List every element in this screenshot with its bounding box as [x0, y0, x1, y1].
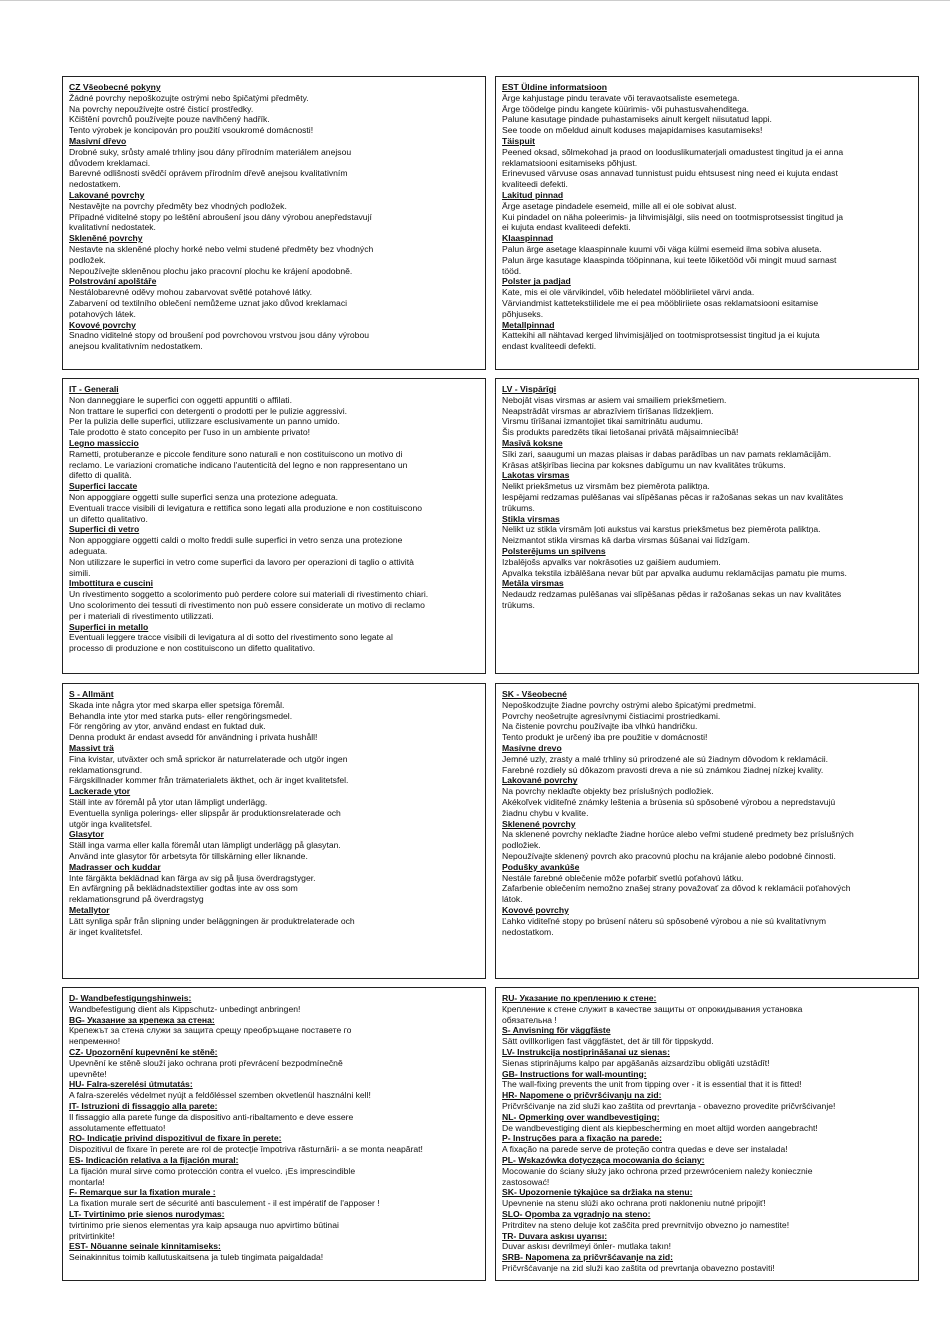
instruction-line: Nestále farebné oblečenie môže pofarbiť svetlú poťahovú látku.	[502, 872, 744, 883]
instruction-line: A falra-szerelés védelmet nyújt a feldőléssel szemben okvetlenül használni kell!	[69, 1090, 371, 1101]
instruction-line: reclamo. Le variazioni cromatiche indicano l'autenticità del legno e non rappresentano un	[69, 459, 408, 470]
instruction-line: reklamationsgrund.	[69, 764, 143, 775]
section-heading: Lakitud pinnad	[502, 189, 564, 200]
instruction-line: un difetto qualitativo.	[69, 513, 148, 524]
instruction-line: kvalitativní nedostatek.	[69, 222, 156, 233]
section-heading: RU- Указание по креплению к стене:	[502, 993, 657, 1003]
instruction-line: Fina kvistar, utväxter och små sprickor är naturrelaterade och utgör ingen	[69, 753, 348, 764]
instruction-line: processo di produzione e non costituiscono un difetto qualitativo.	[69, 643, 316, 654]
panel-cz-general-instructions	[62, 76, 486, 370]
instruction-line: Il fissaggio alla parete funge da dispositivo anti-ribaltamento e deve essere	[69, 1111, 354, 1122]
instruction-line: Iespējami redzamas pulēšanas vai slīpēšanas pēcas ir ražošanas sekas un nav kvalitātes	[502, 491, 844, 502]
instruction-line: Zafarbenie oblečením nemožno znašej strany považovať za dôvod k reklamácii poťahových	[502, 883, 851, 894]
instruction-line: Non appoggiare oggetti sulle superfici senza una protezione adeguata.	[69, 491, 338, 502]
section-heading: Täispuit	[502, 135, 535, 146]
instruction-line: Kui pindadel on näha poleerimis- ja lihvimisjälgi, siis need on tootmisprotsessist tingitud ja	[502, 211, 844, 222]
instruction-line: Nebojāt visas virsmas ar asiem vai smailiem priekšmetiem.	[502, 394, 727, 405]
instruction-line: Ärge töödelge pindu kangete küürimis- või puhastusvahenditega.	[502, 103, 749, 114]
section-heading: EST- Nõuanne seinale kinnitamiseks:	[69, 1241, 221, 1252]
instruction-line: Palun ärge kasutage klaaspinda tööpinnana, kui teete lõiketööd või mingit muud sarnast	[502, 254, 837, 265]
instruction-line: zastosować!	[502, 1176, 550, 1187]
instruction-line: Nestálobarevné oděvy mohou zabarvovat světlé potahové látky.	[69, 287, 312, 298]
section-heading: Podušky avankúše	[502, 861, 580, 872]
section-heading: Masivní dřevo	[69, 135, 127, 146]
instruction-line: Sätt ovillkorligen fast väggfästet, det är till för tippskydd.	[502, 1036, 714, 1047]
instruction-line: reklamatsiooni esitamiseks põhjust.	[502, 157, 638, 168]
section-heading: Masīvā koksne	[502, 437, 563, 448]
instruction-line: Ľahko viditeľné stopy po brúsení náteru sú spôsobené výrobou a nie sú kvalitatívnym	[502, 915, 827, 926]
instruction-line: De wandbevestiging dient als kiepbescherming en moet altijd worden aangebracht!	[502, 1122, 818, 1133]
section-heading: IT- Istruzioni di fissaggio alla parete:	[69, 1100, 218, 1111]
instruction-line: Kattekihi all nähtavad kerged lihvimisjäljed on tootmisprotsessist tingitud ja ei kujuta	[502, 330, 820, 341]
instruction-line: trūkums.	[502, 599, 535, 610]
instruction-line: Крепление к стене служит в качестве защиты от опрокидывания установка	[502, 1003, 803, 1014]
section-heading: LV- Instrukcija nostiprināšanai uz sienas:	[502, 1046, 670, 1057]
instruction-line: Izbalējošs apvalks var nokrāsoties uz gaišiem audumiem.	[502, 556, 721, 567]
instruction-line: Nestavte na skleněné plochy horké nebo velmi studené předměty bez vhodných	[69, 243, 374, 254]
section-heading: D- Wandbefestigungshinweis:	[69, 993, 192, 1003]
instruction-line: Mocowanie do ściany służy jako ochrona przed przewróceniem należy koniecznie	[502, 1165, 813, 1176]
instruction-line: Sīki zari, saaugumi un mazas plaisas ir dabas parādības un nav pamats reklamācijām.	[502, 448, 832, 459]
instruction-line: adeguata.	[69, 545, 108, 556]
instruction-line: reklamationsgrund på överdragstyg	[69, 894, 204, 905]
instruction-line: Ärge kahjustage pindu teravate või teravaotsaliste esemetega.	[502, 92, 740, 103]
section-heading: HU- Falra-szerelési útmutatás:	[69, 1079, 193, 1090]
instruction-line: Barevné odlišnosti svědčí oprávem přírodním dřevě anejsou kvalitativním	[69, 168, 348, 179]
instruction-line: För rengöring av ytor, använd endast en fuktad duk.	[69, 721, 266, 732]
section-heading: Sklenené povrchy	[502, 818, 576, 829]
instruction-line: A fixação na parede serve de proteção contra quedas e deve ser instalada!	[502, 1144, 788, 1155]
section-heading: TR- Duvara askısı uyarısı:	[502, 1230, 608, 1241]
instruction-line: Zabarvení od textilního oblečení nemůžeme uznat jako důvod kreklamaci	[69, 297, 348, 308]
section-heading: Lackerade ytor	[69, 786, 131, 797]
instruction-line: Ställ inga varma eller kalla föremål utan lämpligt underlägg på glasytan.	[69, 840, 341, 851]
panel-est-general-information	[495, 76, 919, 370]
instruction-line: Skada inte några ytor med skarpa eller spetsiga föremål.	[69, 699, 285, 710]
instruction-line: En avfärgning på beklädnadstextilier godtas inte av oss som	[69, 883, 298, 894]
instruction-line: Rametti, protuberanze e piccole fenditure sono naturali e non costituiscono un motivo di	[69, 448, 403, 459]
section-heading: S - Allmänt	[69, 689, 114, 699]
instruction-line: põhjuseks.	[502, 308, 544, 319]
section-heading: Kovové povrchy	[69, 319, 136, 330]
section-heading: Masívne drevo	[502, 742, 562, 753]
section-heading: Metallpinnad	[502, 319, 555, 330]
instruction-line: Neizmantot stikla virsmas kā darba virsmas šūšanai vai līdzīgam.	[502, 535, 750, 546]
instruction-line: Nedaudz redzamas pulēšanas vai slīpēšanas pēdas ir ražošanas sekas un nav kvalitātes	[502, 589, 842, 600]
instruction-line: La fijación mural sirve como protección contra el vuelco. ¡Es imprescindible	[69, 1165, 356, 1176]
instruction-line: Žádné povrchy nepoškozujte ostrými nebo špičatými předměty.	[69, 92, 309, 103]
instruction-line: tööd.	[502, 265, 522, 276]
instruction-line: Wandbefestigung dient als Kippschutz- unbedingt anbringen!	[69, 1003, 301, 1014]
section-heading: Lakotas virsmas	[502, 470, 570, 481]
instruction-line: assolutamente effettuato!	[69, 1122, 166, 1133]
panel-wall-mounting-notes-left	[62, 987, 486, 1281]
instruction-line: endast kvaliteedi defekti.	[502, 341, 597, 352]
section-heading: NL- Opmerking over wandbevestiging:	[502, 1111, 660, 1122]
instruction-line: Non danneggiare le superfici con oggetti appuntiti o affilati.	[69, 394, 292, 405]
section-heading: LT- Tvirtinimo prie sienos nurodymas:	[69, 1208, 225, 1219]
section-heading: Skleněné povrchy	[69, 233, 143, 244]
section-heading: SK- Upozornenie týkajúce sa držiaka na stenu:	[502, 1187, 693, 1198]
instruction-line: per i materiali di rivestimento utilizzati.	[69, 610, 214, 621]
instruction-line: The wall-fixing prevents the unit from tipping over - it is essential that it is fitted!	[502, 1079, 802, 1090]
section-heading: PL- Wskazówka dotycząca mocowania do ściany:	[502, 1154, 705, 1165]
instruction-line: Pritrditev na steno deluje kot zaščita pred prevrnitvijo obvezno jo namestite!	[502, 1219, 790, 1230]
instruction-line: La fixation murale sert de sécurité anti basculement - il est impératif de l'apposer !	[69, 1198, 380, 1209]
instruction-line: ei kujuta endast kvaliteedi defekti.	[502, 222, 631, 233]
section-heading: HR- Napomene o pričvršćivanju na zid:	[502, 1090, 662, 1101]
section-heading: GB- Instructions for wall-mounting:	[502, 1068, 647, 1079]
instruction-line: nedostatkem.	[69, 179, 121, 190]
instruction-line: Pričvršćavanje na zid služi kao zaštita od prevrtanja obavezno postaviti!	[502, 1262, 775, 1273]
instruction-line: Un rivestimento soggetto a scolorimento può perdere colore sui materiali di rivestimento chiari.	[69, 589, 429, 600]
instruction-line: Virsmu tīrīšanai izmantojiet tikai samitrinātu audumu.	[502, 416, 703, 427]
instruction-line: podložek.	[69, 254, 106, 265]
section-heading: SLO- Opomba za vgradnjo na steno:	[502, 1208, 651, 1219]
instruction-line: Na povrchy nepoužívejte ostré čisticí prostředky.	[69, 103, 254, 114]
instruction-line: Ärge asetage pindadele esemeid, mille all ei ole sobivat alust.	[502, 200, 737, 211]
instruction-line: látok.	[502, 894, 523, 905]
instruction-line: Eventuella synliga polerings- eller slipspår är produktionsrelaterade och	[69, 807, 341, 818]
instruction-line: trūkums.	[502, 502, 535, 513]
instruction-line: Non appoggiare oggetti caldi o molto freddi sulle superfici in vetro senza una protezione	[69, 535, 403, 546]
instruction-line: difetto di qualità.	[69, 470, 132, 481]
section-heading: Lakované povrchy	[69, 189, 145, 200]
instruction-line: Apvalka tekstila izbālēšana nevar būt par apvalka audumu reklamācijas pamatu pie mums.	[502, 567, 847, 578]
section-heading: ES- Indicación relativa a la fijación mural:	[69, 1154, 239, 1165]
instruction-line: podložiek.	[502, 840, 541, 851]
instruction-line: žiadnu chybu v kvalite.	[502, 807, 589, 818]
section-heading: F- Remarque sur la fixation murale :	[69, 1187, 216, 1198]
instruction-line: непременно!	[69, 1036, 121, 1047]
section-heading: BG- Указание за крепежа за стена:	[69, 1014, 215, 1025]
panel-wall-mounting-notes-right	[495, 987, 919, 1281]
instruction-line: Peened oksad, sõlmekohad ja praod on looduslikumaterjali omadustest tingitud ja ei anna	[502, 146, 844, 157]
panel-s-general-instructions	[62, 683, 486, 979]
section-heading: Madrasser och kuddar	[69, 861, 161, 872]
instruction-line: Tento výrobek je koncipován pro použití vsoukromé domácnosti!	[69, 125, 314, 136]
instruction-line: Крепежът за стена служи за защита срещу преобръщане поставете го	[69, 1025, 352, 1036]
instruction-line: kvaliteedi defekti.	[502, 179, 568, 190]
panel-it-general-instructions	[62, 378, 486, 674]
instruction-line: Šis produkts paredzēts tikai lietošanai privātā mājsaimniecībā!	[502, 427, 739, 438]
section-heading: Superfici laccate	[69, 481, 138, 492]
section-heading: Polsterējums un spilvens	[502, 545, 606, 556]
section-heading: SK - Všeobecné	[502, 689, 567, 699]
instruction-line: Pričvršćivanje na zid služi kao zaštita od prevrtanja - obavezno provedite pričvršćivanje!	[502, 1100, 836, 1111]
instruction-line: Inte färgäkta beklädnad kan färga av sig på ljusa överdragstyger.	[69, 872, 316, 883]
instruction-line: Kčištění povrchů používejte pouze navlhčený hadřík.	[69, 114, 270, 125]
instruction-line: upevněte!	[69, 1068, 107, 1079]
instruction-line: Dispozitivul de fixare în perete are rol de protecţie împotriva răsturnării- a se monta neapărat!	[69, 1144, 423, 1155]
instruction-line: pritvirtinkite!	[69, 1230, 115, 1241]
instruction-line: utgör inga kvalitetsfel.	[69, 818, 153, 829]
section-heading: Superfici in metallo	[69, 621, 149, 632]
section-heading: Klaaspinnad	[502, 233, 554, 244]
instruction-line: Uno scolorimento dei tessuti di rivestimento non può essere considerate un motivo di reclamo	[69, 599, 425, 610]
instruction-line: Nestavějte na povrchy předměty bez vhodných podložek.	[69, 200, 287, 211]
instruction-line: Behandla inte ytor med starka puts- eller rengöringsmedel.	[69, 710, 293, 721]
instruction-line: Använd inte glasytor för arbetsyta för tillskärning eller liknande.	[69, 850, 308, 861]
section-heading: Glasytor	[69, 829, 104, 840]
instruction-line: Na povrchy neklaďte objekty bez príslušných podložiek.	[502, 786, 714, 797]
section-heading: Imbottitura e cuscini	[69, 578, 154, 589]
section-heading: Superfici di vetro	[69, 524, 140, 535]
section-heading: RO- Indicaţie privind dispozitivul de fixare în perete:	[69, 1133, 282, 1144]
instruction-line: Případné viditelné stopy po leštění abroušení jsou dány výrobou anepředstavují	[69, 211, 372, 222]
instruction-line: Non utilizzare le superfici in vetro come superfici da lavoro per operazioni di taglio o attività	[69, 556, 414, 567]
instruction-line: montarla!	[69, 1176, 105, 1187]
instruction-line: Nelikt priekšmetus uz virsmām bez piemērota paliktņa.	[502, 481, 710, 492]
instruction-line: Snadno viditelné stopy od broušení pod povrchovou vrstvou jsou dány výrobou	[69, 330, 370, 341]
instruction-line: Drobné suky, srůsty amalé trhliny jsou dány přírodním materiálem anejsou	[69, 146, 352, 157]
section-heading: Kovové povrchy	[502, 904, 569, 915]
instruction-line: Eventuali leggere tracce visibili di levigatura al di sotto del rivestimento sono legate al	[69, 632, 393, 643]
section-heading: Legno massiccio	[69, 437, 139, 448]
instruction-line: är inget kvalitetsfel.	[69, 926, 143, 937]
instruction-line: důvodem kreklamaci.	[69, 157, 151, 168]
instruction-line: Akékoľvek viditeľné známky leštenia a brúsenia sú spôsobené výrobou a nepredstavujú	[502, 796, 836, 807]
section-heading: Metallytor	[69, 904, 110, 915]
panel-lv-general-instructions	[495, 378, 919, 674]
instruction-line: Na sklenené povrchy neklaďte žiadne horúce alebo veľmi studené predmety bez príslušných	[502, 829, 854, 840]
instruction-line: Neapstrādāt virsmas ar abrazīviem tīrīšanas līdzekļiem.	[502, 405, 714, 416]
instruction-line: Tento produkt je určený iba pre použitie v domácnosti!	[502, 732, 708, 743]
instruction-line: simili.	[69, 567, 91, 578]
section-heading: Polstrování apolštáře	[69, 276, 157, 287]
section-heading: IT - Generali	[69, 384, 119, 394]
section-heading: SRB- Napomena za pričvršćavanje na zid:	[502, 1252, 673, 1263]
instruction-line: Povrchy neošetrujte agresívnymi čistiacimi prostriedkami.	[502, 710, 721, 721]
instruction-line: Nelikt uz stikla virsmām ļoti aukstus vai karstus priekšmetus bez piemērota paliktņa.	[502, 524, 821, 535]
instruction-line: Nepoužívajte sklenený povrch ako pracovnú plochu na krájanie alebo podobné činnosti.	[502, 850, 836, 861]
instruction-line: Kate, mis ei ole värvikindel, võib heledatel mööbliriietel värvi anda.	[502, 287, 755, 298]
section-heading: Polster ja padjad	[502, 276, 571, 287]
instruction-line: nedostatkom.	[502, 926, 554, 937]
section-heading: Stikla virsmas	[502, 513, 560, 524]
instruction-line: Upevnění ke stěně slouží jako ochrana proti převrácení bezpodmínečně	[69, 1057, 343, 1068]
section-heading: EST Üldine informatsioon	[502, 82, 608, 92]
instruction-line: Eventuali tracce visibili di levigatura e rettifica sono legati alla produzione e non costituiscono	[69, 502, 423, 513]
instruction-line: Na čistenie povrchu používajte iba vlhkú handričku.	[502, 721, 698, 732]
instruction-line: Lätt synliga spår från slipning under beläggningen är produktrelaterade och	[69, 915, 355, 926]
instruction-line: anejsou kvalitativním nedostatkem.	[69, 341, 203, 352]
section-heading: Lakované povrchy	[502, 775, 578, 786]
section-heading: Metāla virsmas	[502, 578, 564, 589]
panel-sk-general-instructions	[495, 683, 919, 979]
instruction-line: potahových látek.	[69, 308, 136, 319]
instruction-line: tvirtinimo prie sienos elementas yra kaip apsauga nuo apvirtimo būtinai	[69, 1219, 339, 1230]
instruction-line: Krāsas atšķirības liecina par koksnes dabīgumu un nav kvalitātes trūkums.	[502, 459, 786, 470]
instruction-line: Erinevused värvuse osas annavad tunnistust puidu ehtsusest ning need ei kujuta endast	[502, 168, 838, 179]
instruction-line: обязательна !	[502, 1014, 557, 1025]
instruction-line: Jemné uzly, zrasty a malé trhliny sú prirodzené ale sú žiadnym dôvodom k reklamácii.	[502, 753, 829, 764]
instruction-line: Ställ inte av föremål på ytor utan lämpligt underlägg.	[69, 796, 268, 807]
instruction-line: Sienas stiprinājums kalpo par apgāšanās aizsardzību obligāti uzstādīt!	[502, 1057, 770, 1068]
section-heading: CZ- Upozornění kupevnění ke stěně:	[69, 1046, 218, 1057]
instruction-line: Nepoužívejte skleněnou plochu jako pracovní plochu ke krájení apodobně.	[69, 265, 353, 276]
instruction-line: Non trattare le superfici con detergenti o prodotti per le pulizie aggressivi.	[69, 405, 348, 416]
instruction-line: Upevnenie na stenu slúži ako ochrana proti nakloneniu nutné pripojiť!	[502, 1198, 766, 1209]
section-heading: LV - Vispārīgi	[502, 384, 557, 394]
instruction-line: Värviandmist kattetekstiilidele me ei pea mööbliriiete osas reklamatsiooni esitamise	[502, 297, 819, 308]
instruction-line: Farebné rozdiely sú dôkazom pravosti dreva a nie sú známkou žiadnej nízkej kvality.	[502, 764, 824, 775]
instruction-line: Palun ärge asetage klaaspinnale kuumi või väga külmi esemeid ilma sobiva aluseta.	[502, 243, 822, 254]
instruction-line: Färgskillnader kommer från trämaterialets äkthet, och är inget kvalitetsfel.	[69, 775, 349, 786]
instruction-line: Denna produkt är endast avsedd för användning i privata hushåll!	[69, 732, 318, 743]
instruction-line: Palune kasutage pindade puhastamiseks ainult kergelt niisutatud lappi.	[502, 114, 772, 125]
instruction-line: Per la pulizia delle superfici, utilizzare esclusivamente un panno umido.	[69, 416, 340, 427]
section-heading: P- Instruções para a fixação na parede:	[502, 1133, 662, 1144]
instruction-line: Duvar askısı devrilmeyi önler- mutlaka takın!	[502, 1241, 672, 1252]
instruction-line: Nepoškodzujte žiadne povrchy ostrými alebo špicatými predmetmi.	[502, 699, 757, 710]
section-heading: S- Anvisning för väggfäste	[502, 1025, 611, 1036]
section-heading: Massivt trä	[69, 742, 114, 753]
section-heading: CZ Všeobecné pokyny	[69, 82, 161, 92]
instruction-line: Seinakinnitus toimib kallutuskaitsena ja tuleb tingimata paigaldada!	[69, 1252, 324, 1263]
instruction-line: Tale prodotto è stato concepito per l'uso in un ambiente privato!	[69, 427, 310, 438]
instruction-line: See toode on mõeldud ainult koduses majapidamises kasutamiseks!	[502, 125, 763, 136]
page-top-edge	[0, 0, 950, 1]
